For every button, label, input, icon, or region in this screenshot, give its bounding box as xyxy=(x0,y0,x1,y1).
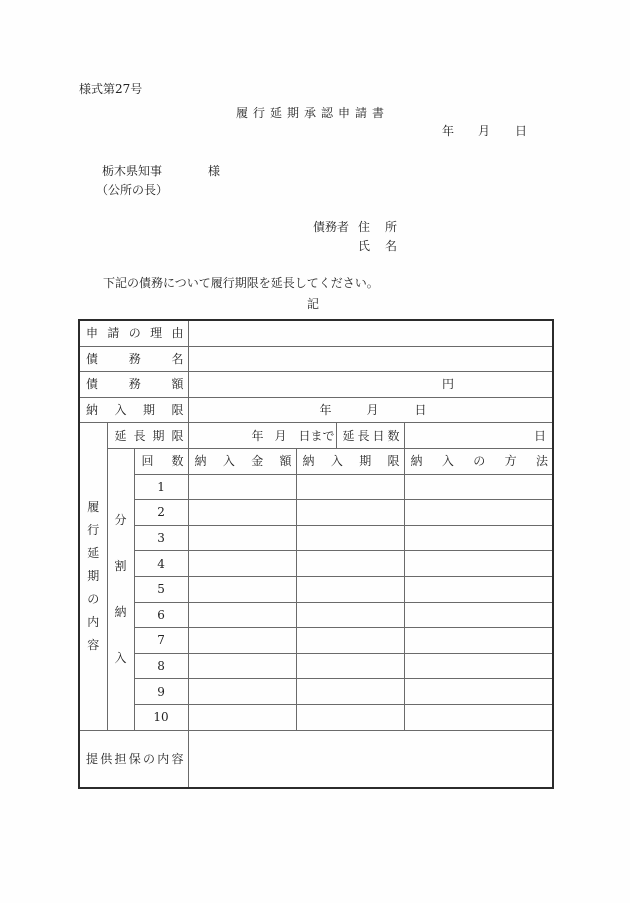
installment-row xyxy=(79,576,553,602)
installment-method-field xyxy=(404,474,553,500)
document-title: 履行延期承認申請書 xyxy=(236,106,390,120)
installment-deadline-field xyxy=(296,679,404,705)
application-table xyxy=(78,319,554,789)
installment-amount-field xyxy=(188,474,296,500)
installment-amount-field xyxy=(188,704,296,730)
form-number: 様式第27号 xyxy=(79,82,143,96)
extension-deadline-label: 延長期限 xyxy=(114,428,184,443)
reason-row xyxy=(79,320,553,346)
installment-number: 9 xyxy=(134,679,188,705)
extension-deadline-day-until: 日まで xyxy=(298,428,335,443)
installment-method-field xyxy=(404,602,553,628)
installment-label-cell xyxy=(107,448,134,730)
due-date-month: 月 xyxy=(366,403,379,418)
content-label: 履行延期の内容 xyxy=(87,499,100,652)
debt-amount-field xyxy=(188,372,553,398)
installment-row xyxy=(79,704,553,730)
debt-name-label: 債務名 xyxy=(86,351,184,366)
installment-amount-field xyxy=(188,576,296,602)
installment-number: 10 xyxy=(134,704,188,730)
extension-days-label: 延長日数 xyxy=(342,428,400,443)
header-payment-method: 納入の方法 xyxy=(410,454,549,469)
installment-row xyxy=(79,628,553,654)
amount-unit: 円 xyxy=(442,377,455,392)
installment-number: 1 xyxy=(134,474,188,500)
installment-deadline-field xyxy=(296,500,404,526)
installment-deadline-field xyxy=(296,653,404,679)
collateral-label: 提供担保の内容 xyxy=(86,751,184,766)
installment-number: 3 xyxy=(134,525,188,551)
installment-amount-field xyxy=(188,500,296,526)
due-date-year: 年 xyxy=(319,403,332,418)
installment-deadline-field xyxy=(296,576,404,602)
installment-row xyxy=(79,653,553,679)
installment-number: 4 xyxy=(134,551,188,577)
extension-deadline-month: 月 xyxy=(274,428,287,443)
installment-amount-field xyxy=(188,679,296,705)
header-payment-deadline: 納入期限 xyxy=(302,454,400,469)
installment-amount-field xyxy=(188,628,296,654)
reason-label: 申請の理由 xyxy=(86,326,184,341)
header-payment-amount: 納入金額 xyxy=(194,454,292,469)
installment-method-field xyxy=(404,551,553,577)
installment-amount-field xyxy=(188,551,296,577)
installment-deadline-field xyxy=(296,602,404,628)
installment-number: 8 xyxy=(134,653,188,679)
extension-days-unit: 日 xyxy=(534,428,547,443)
due-date-day: 日 xyxy=(414,403,427,418)
extension-days-field xyxy=(404,423,553,449)
installment-deadline-field xyxy=(296,525,404,551)
debtor-label: 債務者 xyxy=(313,220,350,234)
debtor-name-label-1: 氏 xyxy=(358,239,371,253)
addressee-honorific: 様 xyxy=(208,164,221,178)
installment-deadline-field xyxy=(296,628,404,654)
installment-amount-field xyxy=(188,525,296,551)
addressee-name: 栃木県知事 xyxy=(102,164,163,178)
collateral-field xyxy=(188,730,553,788)
due-date-label: 納入期限 xyxy=(86,403,184,418)
addressee-note: （公所の長） xyxy=(96,183,169,197)
installment-number: 7 xyxy=(134,628,188,654)
installment-deadline-field xyxy=(296,551,404,577)
installment-label: 分割納入 xyxy=(114,513,127,666)
installment-deadline-field xyxy=(296,704,404,730)
installment-row xyxy=(79,551,553,577)
debt-amount-label: 債務額 xyxy=(86,377,184,392)
installment-number: 2 xyxy=(134,500,188,526)
installment-header-row xyxy=(79,448,553,474)
installment-number: 5 xyxy=(134,576,188,602)
installment-method-field xyxy=(404,628,553,654)
installment-number: 6 xyxy=(134,602,188,628)
installment-method-field xyxy=(404,704,553,730)
extension-deadline-row xyxy=(79,423,553,449)
collateral-row xyxy=(79,730,553,788)
debt-name-field xyxy=(188,346,553,372)
installment-amount-field xyxy=(188,602,296,628)
installment-amount-field xyxy=(188,653,296,679)
installment-method-field xyxy=(404,679,553,705)
reason-field xyxy=(188,320,553,346)
date-month-label: 月 xyxy=(478,124,491,138)
date-year-label: 年 xyxy=(442,124,455,138)
installment-method-field xyxy=(404,500,553,526)
request-text: 下記の債務について履行期限を延長してください。 xyxy=(103,276,379,290)
installment-row xyxy=(79,474,553,500)
extension-deadline-field xyxy=(188,423,336,449)
date-day-label: 日 xyxy=(515,124,528,138)
due-date-field xyxy=(188,397,553,423)
installment-row xyxy=(79,679,553,705)
extension-deadline-year: 年 xyxy=(251,428,264,443)
debtor-name-label-2: 名 xyxy=(385,239,398,253)
installment-row xyxy=(79,500,553,526)
installment-row xyxy=(79,602,553,628)
debtor-address-label-2: 所 xyxy=(385,220,398,234)
content-label-cell xyxy=(79,423,107,730)
due-date-row xyxy=(79,397,553,423)
header-count: 回数 xyxy=(141,454,184,469)
installment-method-field xyxy=(404,576,553,602)
debt-name-row xyxy=(79,346,553,372)
installment-method-field xyxy=(404,525,553,551)
installment-deadline-field xyxy=(296,474,404,500)
installment-method-field xyxy=(404,653,553,679)
debt-amount-row xyxy=(79,372,553,398)
ki-heading: 記 xyxy=(307,297,320,311)
debtor-address-label-1: 住 xyxy=(358,220,371,234)
installment-row xyxy=(79,525,553,551)
